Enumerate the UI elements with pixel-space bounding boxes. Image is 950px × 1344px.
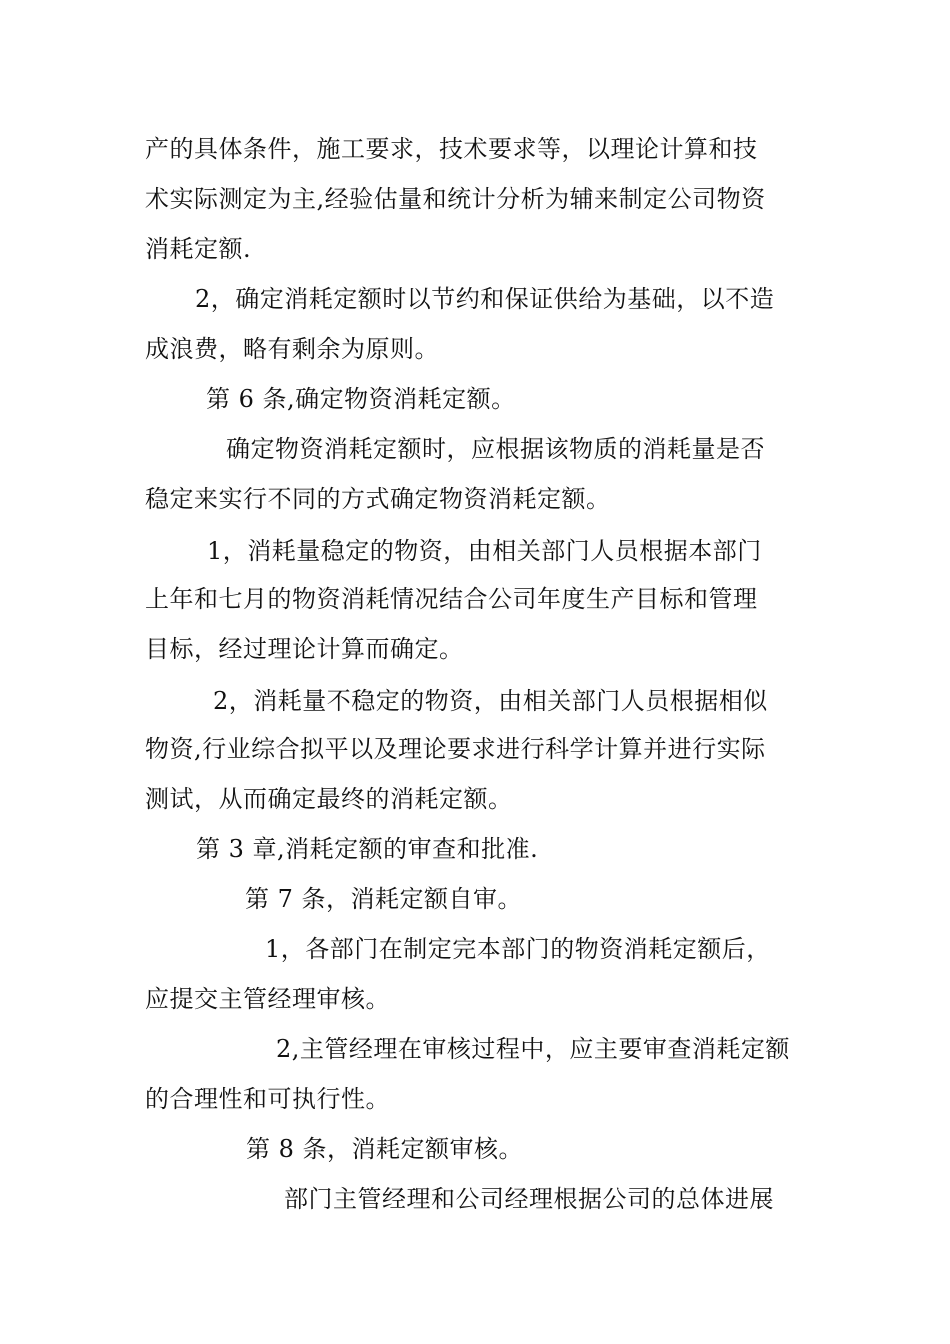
paragraph-line-18: 应提交主管经理审核。 xyxy=(145,985,390,1013)
paragraph-line-4: 2，确定消耗定额时以节约和保证供给为基础，以不造 xyxy=(195,285,775,313)
paragraph-line-8: 稳定来实行不同的方式确定物资消耗定额。 xyxy=(145,485,611,513)
paragraph-line-19: 2,主管经理在审核过程中，应主要审查消耗定额 xyxy=(276,1035,790,1063)
article-6-heading: 第 6 条,确定物资消耗定额。 xyxy=(206,385,516,413)
chapter-3-heading: 第 3 章,消耗定额的审查和批准. xyxy=(196,835,539,863)
paragraph-line-1: 产的具体条件，施工要求，技术要求等，以理论计算和技 xyxy=(145,135,758,163)
paragraph-line-10: 上年和七月的物资消耗情况结合公司年度生产目标和管理 xyxy=(145,585,758,613)
paragraph-line-7: 确定物资消耗定额时，应根据该物质的消耗量是否 xyxy=(226,435,765,463)
paragraph-line-5: 成浪费，略有剩余为原则。 xyxy=(145,335,439,363)
paragraph-line-12: 2，消耗量不稳定的物资，由相关部门人员根据相似 xyxy=(213,687,768,715)
paragraph-line-17: 1，各部门在制定完本部门的物资消耗定额后， xyxy=(265,935,771,963)
paragraph-line-20: 的合理性和可执行性。 xyxy=(145,1085,390,1113)
paragraph-line-9: 1，消耗量稳定的物资，由相关部门人员根据本部门 xyxy=(207,537,762,565)
paragraph-line-14: 测试，从而确定最终的消耗定额。 xyxy=(145,785,513,813)
article-8-heading: 第 8 条，消耗定额审核。 xyxy=(246,1135,524,1163)
paragraph-line-22: 部门主管经理和公司经理根据公司的总体进展 xyxy=(284,1185,774,1213)
paragraph-line-11: 目标，经过理论计算而确定。 xyxy=(145,635,464,663)
article-7-heading: 第 7 条，消耗定额自审。 xyxy=(245,885,523,913)
paragraph-line-2: 术实际测定为主,经验估量和统计分析为辅来制定公司物资 xyxy=(145,185,766,213)
paragraph-line-3: 消耗定额. xyxy=(145,235,252,263)
paragraph-line-13: 物资,行业综合拟平以及理论要求进行科学计算并进行实际 xyxy=(145,735,766,763)
